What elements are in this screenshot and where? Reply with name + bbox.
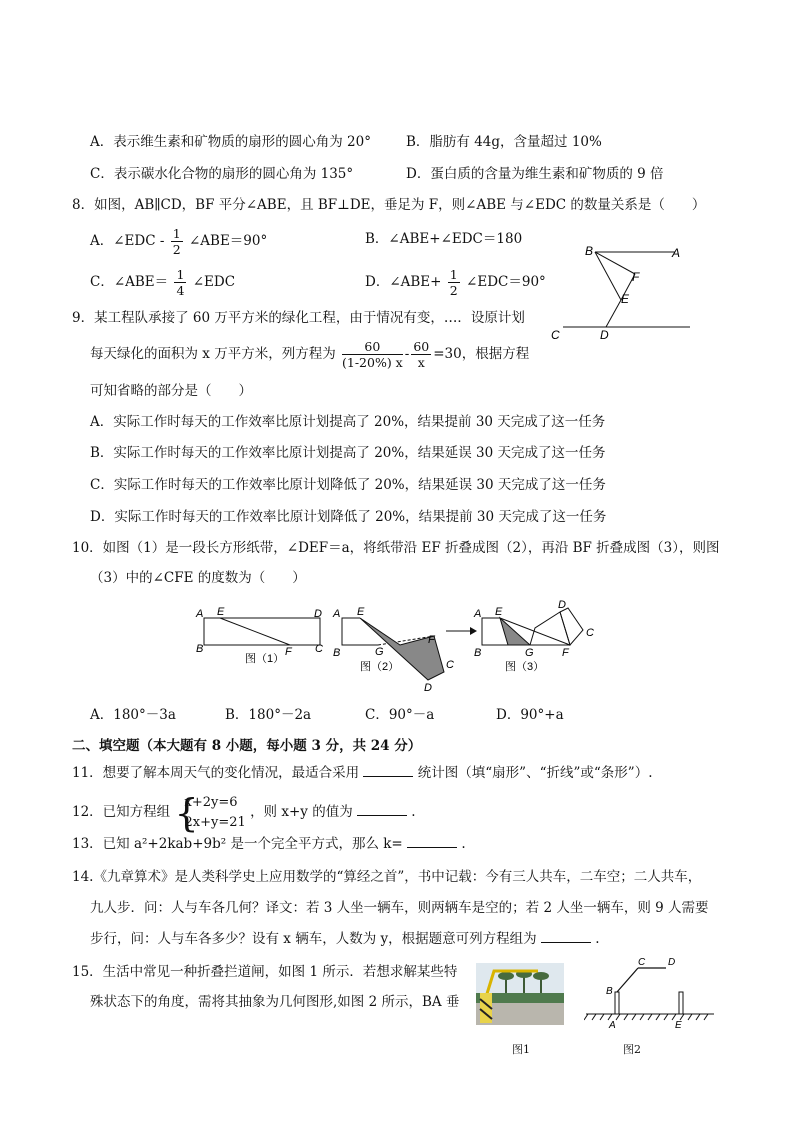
fig3-label-c: C [586,627,594,639]
q10-option-d: D．90°+a [496,707,564,723]
q15-fig1-caption: 图1 [512,1043,530,1056]
fraction: $\frac{1}{4}$ [176,267,185,298]
fig2-label-d: D [424,682,432,694]
fig2-label-a: A [333,608,341,620]
q7-option-a: A．表示维生素和矿物质的扇形的圆心角为 20° [90,134,371,150]
fig2-label-g: G [375,646,384,658]
fig3-caption: 图（3） [505,661,545,673]
fraction: $\frac{1}{2}$ [172,226,181,257]
q14-line1: 14.《九章算术》是人类科学史上应用数学的“算经之首”，书中记载：今有三人共车，二车空；二人共车， [72,869,702,885]
q8-option-b: B．∠ABE+∠EDC＝180 [365,231,523,247]
q10-option-a: A．180°－3a [90,707,176,723]
q10-line2: （3）中的∠CFE 的度数为（ ） [90,570,306,586]
q14-line3 [90,930,600,948]
q11-post: 统计图（填“扇形”、“折线”或“条形”）. [417,765,653,781]
q9-option-b: B．实际工作时每天的工作效率比原计划提高了 20%，结果延误 30 天完成了这一任务 [90,445,606,461]
section-title: 二、填空题（本大题有 8 小题，每小题 3 分，共 24 分） [72,738,422,754]
diagram-label-d: D [668,957,676,968]
q9-line2 [90,339,529,370]
q9-option-a: A．实际工作时每天的工作效率比原计划提高了 20%，结果提前 30 天完成了这一任务 [90,414,606,430]
answer-blank[interactable] [407,835,457,848]
q12-end: . [411,804,416,820]
q13-pre: 13．已知 a²+2kab+9b² 是一个完全平方式，那么 k= [72,836,403,852]
q9-line2-post: =30，根据方程 [433,346,530,362]
q8-option-d-pre: D．∠ABE+ [365,274,442,290]
fig3-label-g: G [525,647,534,659]
q7-option-c: C．表示碳水化合物的扇形的圆心角为 135° [90,166,354,182]
q8-option-c-pre: C．∠ABE＝ [90,274,169,290]
fraction: $\frac{1}{2}$ [449,267,458,298]
fraction-2: $\frac{60}{x}$ [413,339,430,370]
q10-figures [190,600,610,695]
q12 [72,792,416,833]
q12-post: ，则 x+y 的值为 [250,804,353,820]
equation-system [174,790,246,835]
fig3-label-e: E [495,606,503,618]
answer-blank[interactable] [357,803,407,816]
q9-line1: 9．某工程队承接了 60 万平方米的绿化工程，由于情况有变，…．设原计划 [72,310,525,326]
q15-line1: 15．生活中常见一种折叠拦道闸，如图 1 所示．若想求解某些特 [72,964,458,980]
q8-option-a [90,226,267,257]
q11 [72,764,652,782]
fig3-label-d: D [558,600,566,611]
equation-1: x+2y=6 [184,794,238,810]
q14-line3-pre: 步行，问：人与车各多少？设有 x 辆车，人数为 y，根据题意可列方程组为 [90,931,537,947]
q12-pre: 12．已知方程组 [72,804,171,820]
q13 [72,835,466,853]
q15-line2: 殊状态下的角度，需将其抽象为几何图形,如图 2 所示，BA 垂 [90,994,460,1010]
fig1-label-b: B [196,643,204,655]
fig1-label-f: F [285,646,292,658]
fig2-label-f: F [428,634,435,646]
fig3-label-a: A [474,608,482,620]
fig1-label-e: E [217,606,225,618]
q8-option-a-pre: A．∠EDC - [90,233,165,249]
q7-option-b: B．脂肪有 44g，含量超过 10% [406,134,602,150]
fig1-caption: 图（1） [245,653,285,665]
q8-option-c-post: ∠EDC [192,274,236,290]
fig2-label-c: C [446,659,454,671]
fraction-1: $\frac{60}{(1-20\%) x}$ [342,339,403,370]
q8-option-a-post: ∠ABE＝90° [188,233,268,249]
q9-option-c: C．实际工作时每天的工作效率比原计划降低了 20%，结果延误 30 天完成了这一任务 [90,477,606,493]
fig1-label-c: C [315,643,323,655]
q7-option-d: D．蛋白质的含量为维生素和矿物质的 9 倍 [406,166,664,182]
diagram-label-e: E [675,1020,682,1031]
label-e: E [621,292,630,306]
diagram-label-b: B [606,986,613,997]
q15-diagram [584,952,719,1032]
minus-sign: - [404,346,410,362]
q9-line2-pre: 每天绿化的面积为 x 万平方米，列方程为 [90,346,336,362]
equation-2: 2x+y=21 [184,814,246,830]
q8-stem: 8．如图，AB∥CD，BF 平分∠ABE，且 BF⊥DE，垂足为 F，则∠ABE 与∠EDC 的数量关系是（ ） [72,197,706,213]
label-c: C [551,328,560,342]
fig3-label-f: F [562,647,569,659]
label-a: A [672,246,681,260]
answer-blank[interactable] [363,764,413,777]
q9-line3: 可知省略的部分是（ ） [90,383,252,399]
fig1-label-a: A [196,608,204,620]
fig1-label-d: D [314,608,322,620]
q8-figure [545,240,695,345]
q14-line2: 九人步．问：人与车各几何？译文：若 3 人坐一辆车，则两辆车是空的；若 2 人坐一辆车，则 9 人需要 [90,900,709,916]
fig2-label-e: E [357,606,365,618]
diagram-label-a: A [609,1020,616,1031]
q15-fig2-caption: 图2 [623,1043,641,1056]
brace-icon: { [174,790,199,835]
q11-pre: 11．想要了解本周天气的变化情况，最适合采用 [72,765,360,781]
q8-option-d [365,267,546,298]
fig2-caption: 图（2） [360,661,400,673]
diagram-label-c: C [638,957,646,968]
q8-option-d-post: ∠EDC＝90° [466,274,546,290]
q14-line3-end: . [595,931,600,947]
q8-option-c [90,267,235,298]
answer-blank[interactable] [541,930,591,943]
label-d: D [600,328,609,342]
label-b: B [585,244,594,258]
q10-line1: 10．如图（1）是一段长方形纸带，∠DEF＝a，将纸带沿 EF 折叠成图（2），再沿 BF 折叠成图（3），则图 [72,540,720,556]
label-f: F [632,270,640,284]
q15-photo [476,963,564,1025]
q13-end: . [461,836,466,852]
q10-option-c: C．90°－a [365,707,435,723]
q9-option-d: D．实际工作时每天的工作效率比原计划降低了 20%，结果提前 30 天完成了这一任务 [90,509,607,525]
fig3-label-b: B [474,647,482,659]
q10-option-b: B．180°－2a [225,707,312,723]
fig2-label-b: B [333,647,341,659]
